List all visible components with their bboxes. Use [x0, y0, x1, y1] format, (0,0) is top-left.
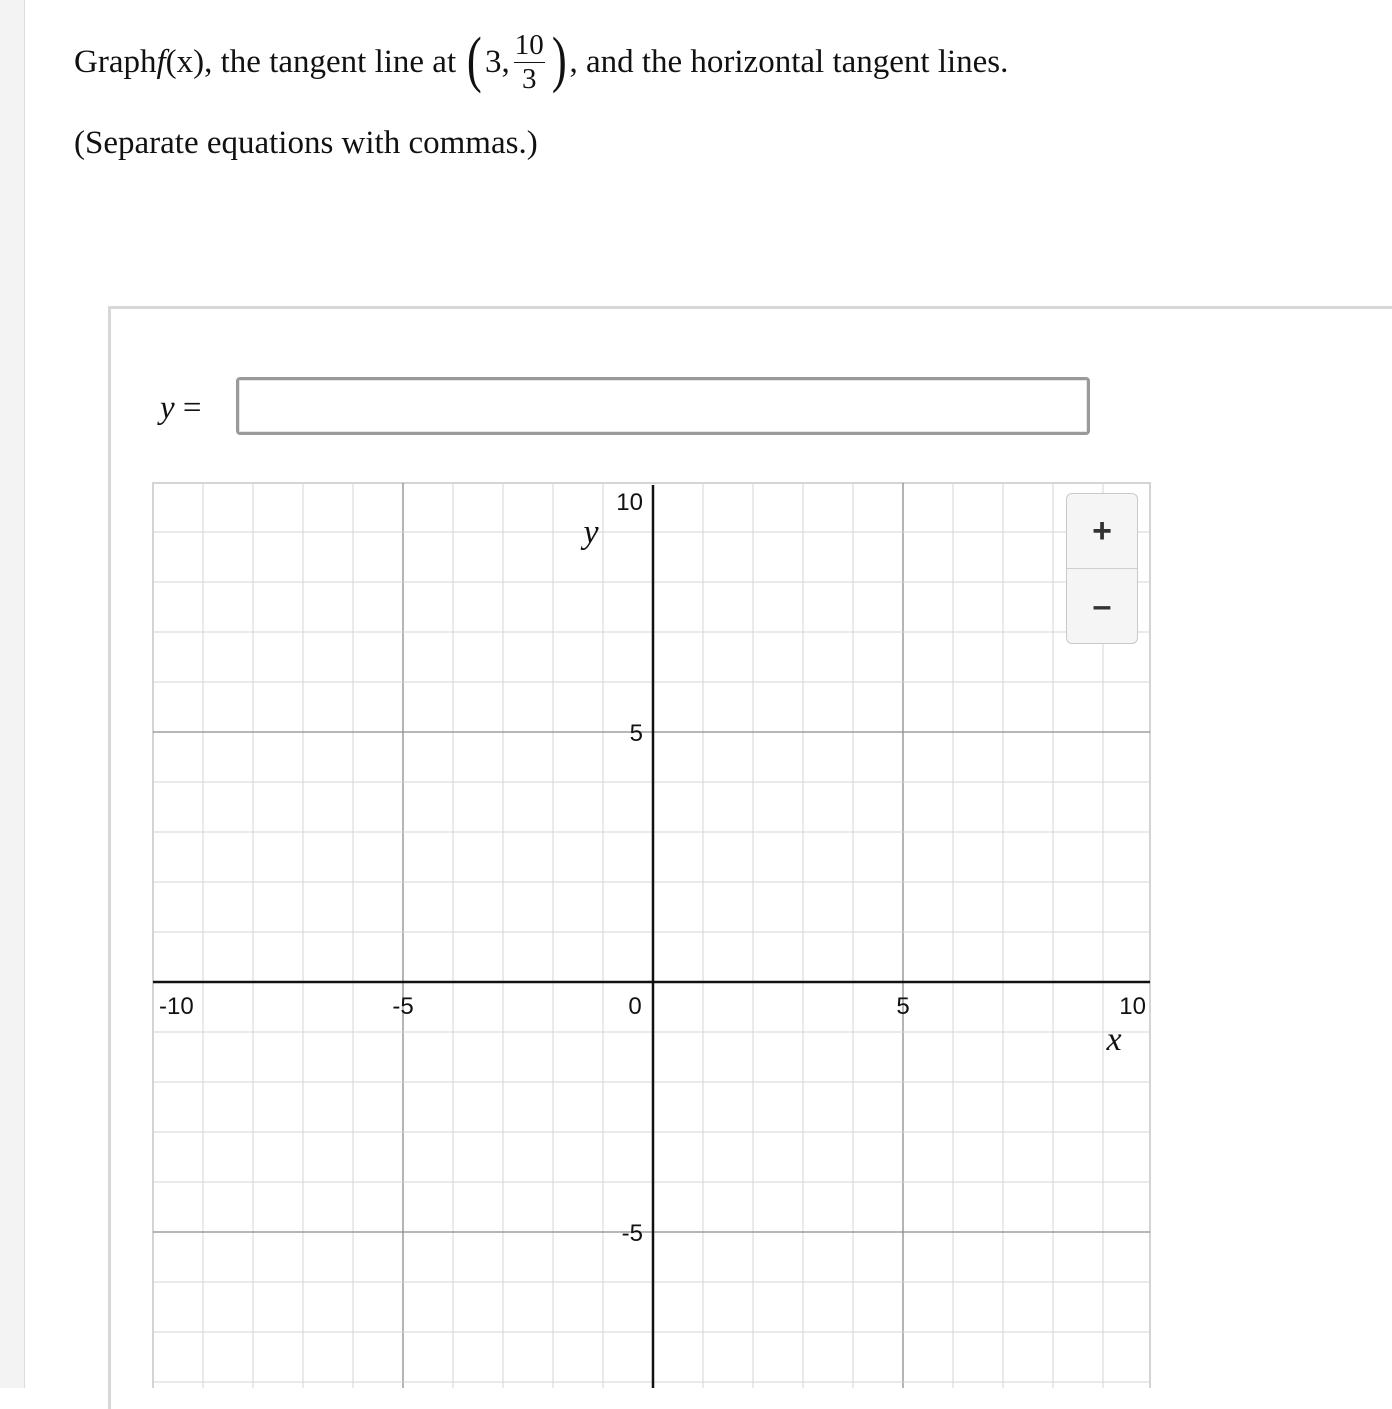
y-tick-label: 5	[629, 720, 643, 747]
function-name: f	[156, 43, 166, 80]
fraction-numerator: 10	[514, 29, 544, 62]
x-tick-label: -5	[392, 993, 414, 1020]
instruction-text: (Separate equations with commas.)	[74, 125, 538, 161]
x-tick-label: 10	[1119, 993, 1146, 1020]
question-middle: , the tangent line at	[204, 43, 465, 80]
question-prefix: Graph	[74, 43, 157, 80]
function-argument: (x)	[165, 43, 205, 80]
answer-label-var: y	[160, 390, 175, 426]
x-tick-label: 5	[896, 993, 910, 1020]
y-tick-label: 10	[616, 489, 643, 516]
answer-label-eq: =	[174, 390, 202, 426]
y-axis-label: y	[583, 514, 599, 551]
x-tick-label: 0	[628, 993, 642, 1020]
fraction-denominator: 3	[522, 62, 537, 95]
question-suffix: , and the horizontal tangent lines.	[569, 43, 1009, 80]
right-paren: )	[551, 26, 567, 94]
left-paren: (	[467, 26, 483, 94]
point-x: 3,	[485, 43, 510, 80]
x-tick-label: -10	[159, 993, 194, 1020]
x-axis-label: x	[1106, 1021, 1122, 1058]
zoom-out-button[interactable]: –	[1092, 586, 1112, 625]
zoom-controls	[1066, 493, 1138, 644]
y-tick-label: -5	[621, 1220, 643, 1247]
zoom-in-button[interactable]: +	[1067, 494, 1137, 569]
